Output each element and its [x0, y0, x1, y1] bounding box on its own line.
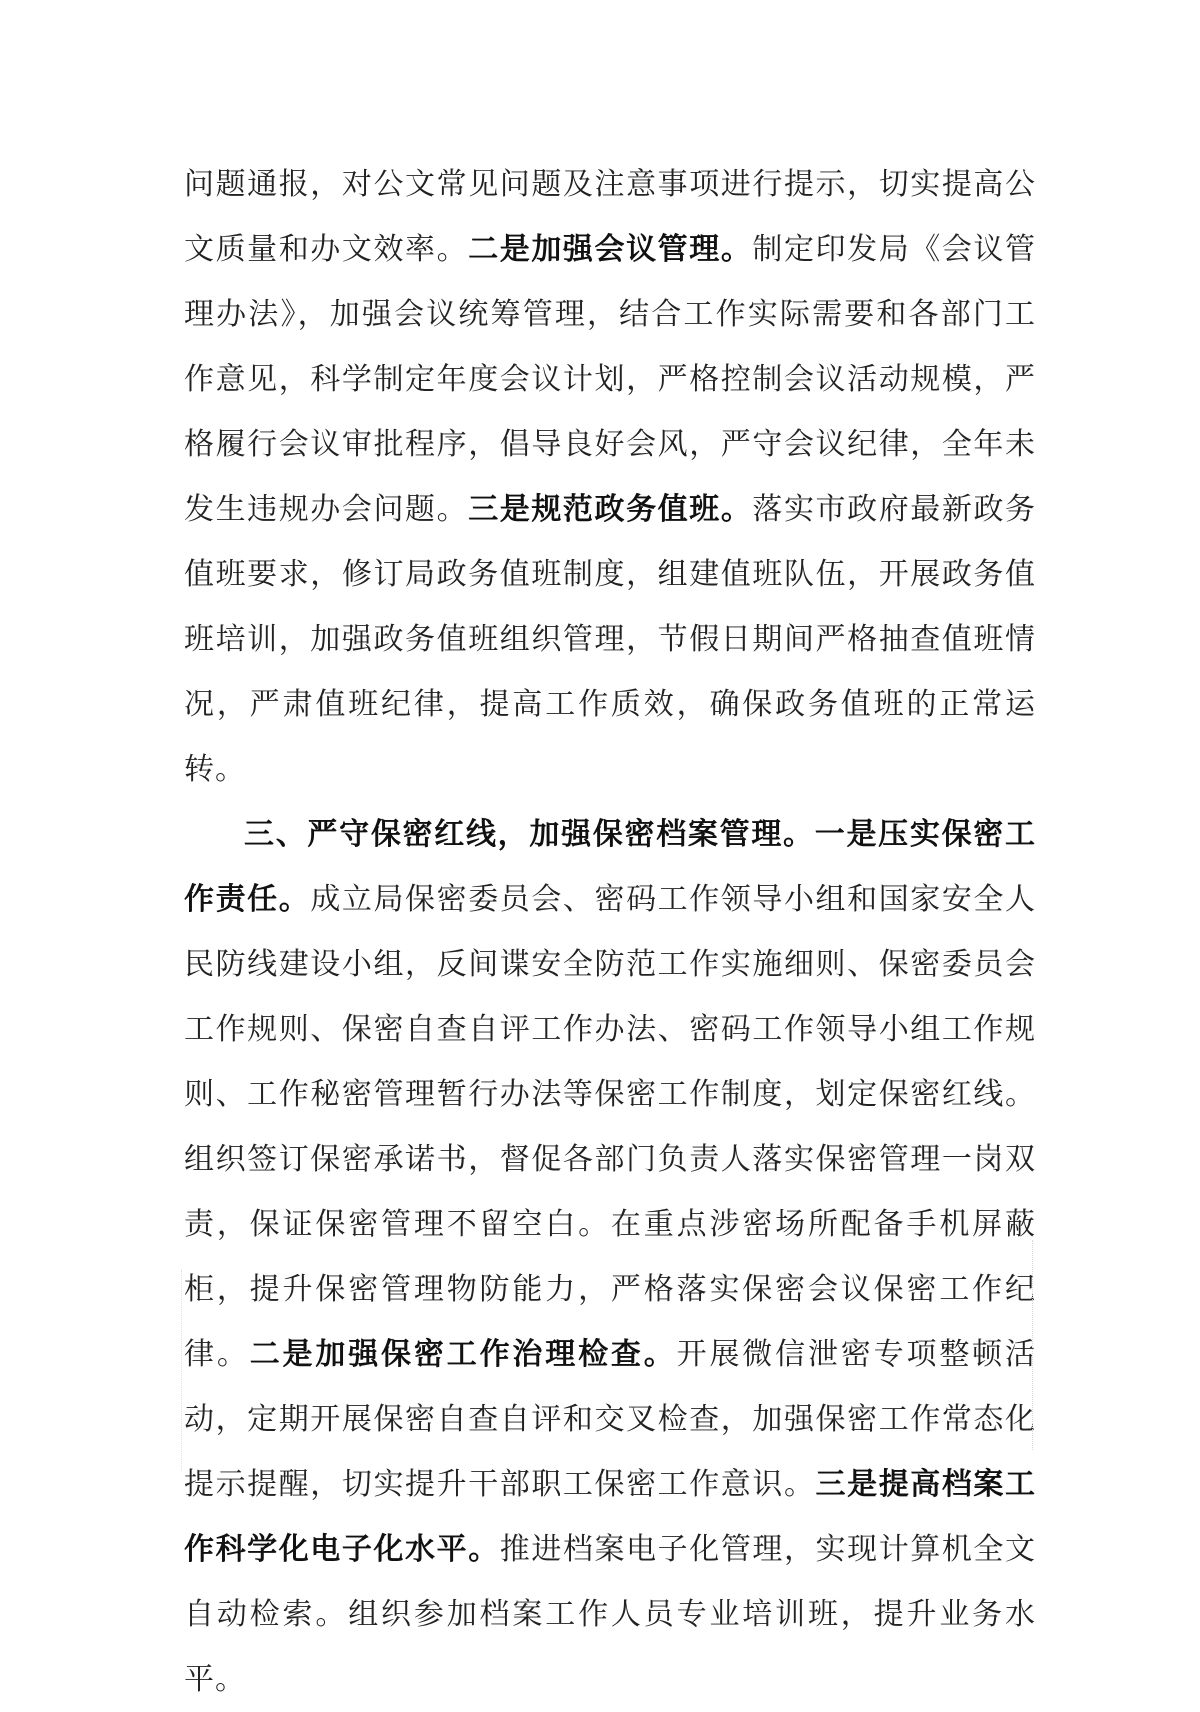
- text-segment: 问题通报，对公文常见问题及注意事项进行提示，切实提高公文质量和办文效率。: [184, 167, 1036, 267]
- section-heading-confidentiality: 三、严守保密红线，加强保密档案管理。: [244, 817, 815, 852]
- text-segment: 制定印发局《会议管理办法》，加强会议统筹管理，结合工作实际需要和各部门工作意见，科学制定年度会议计划，严格控制会议活动规模，严格履行会议审批程序，倡导良好会风，严守会议纪律，全年未发生违规办会问题。: [184, 232, 1037, 527]
- bold-heading-archives-digitization: 三是提高档案工作科学化电子化水平。: [184, 1467, 1037, 1567]
- scan-artifact-rule: [1032, 1240, 1033, 1450]
- paragraph-meeting-duty: [184, 152, 1036, 802]
- text-segment: 落实市政府最新政务值班要求，修订局政务值班制度，组建值班队伍，开展政务值班培训，加强政务值班组织管理，节假日期间严格抽查值班情况，严肃值班纪律，提高工作质效，确保政务值班的正常运转。: [184, 492, 1037, 787]
- text-segment: 推进档案电子化管理，实现计算机全文自动检索。组织参加档案工作人员专业培训班，提升业务水平。: [184, 1532, 1037, 1697]
- text-segment: 成立局保密委员会、密码工作领导小组和国家安全人民防线建设小组，反间谍安全防范工作实施细则、保密委员会工作规则、保密自查自评工作办法、密码工作领导小组工作规则、工作秘密管理暂行办法等保密工作制度，划定保密红线。组织签订保密承诺书，督促各部门负责人落实保密管理一岗双责，保证保密管理不留空白。在重点涉密场所配备手机屏蔽柜，提升保密管理物防能力，严格落实保密会议保密工作纪律。: [184, 882, 1037, 1372]
- paragraph-confidentiality-archives: [184, 802, 1036, 1712]
- bold-heading-inspection: 二是加强保密工作治理检查。: [249, 1337, 677, 1372]
- bold-heading-responsibility: 一是压实保密工作责任。: [184, 817, 1036, 917]
- bold-heading-duty-standard: 三是规范政务值班。: [468, 492, 753, 527]
- text-segment: 开展微信泄密专项整顿活动，定期开展保密自查自评和交叉检查，加强保密工作常态化提示提醒，切实提升干部职工保密工作意识。: [184, 1337, 1037, 1502]
- document-body: [184, 152, 1036, 1712]
- scan-artifact-rule: [181, 1270, 182, 1470]
- bold-heading-meeting-management: 二是加强会议管理。: [468, 232, 753, 267]
